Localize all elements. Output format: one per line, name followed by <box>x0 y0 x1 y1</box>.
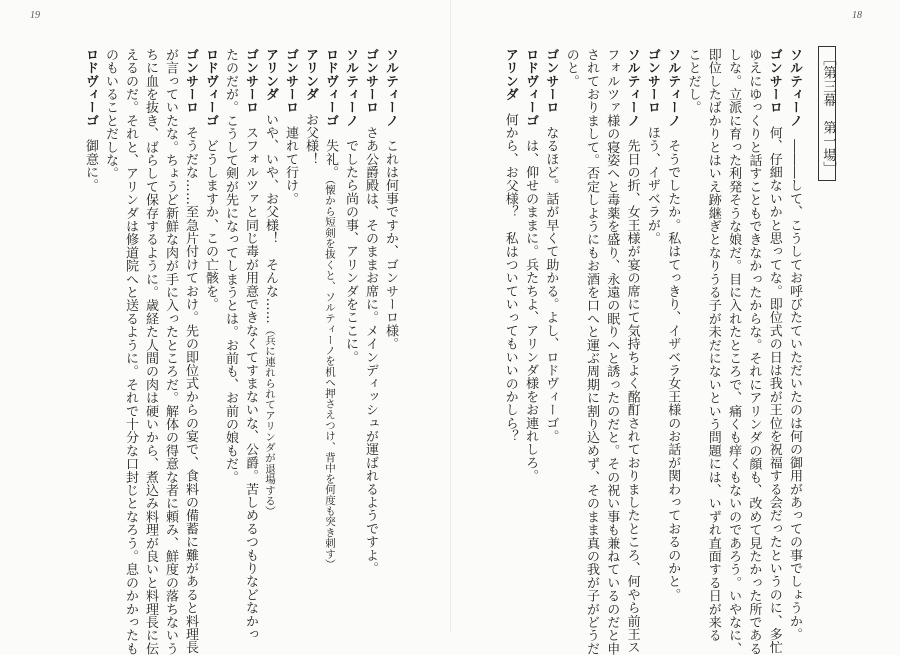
line-text: そうだな……至急片付けておけ。先の即位式からの宴で、食料の備蓄に難があると料理長 <box>183 126 198 654</box>
line-text: 何から、お父様？ 私はついていってもいいのかしら？ <box>502 112 518 443</box>
speaker-name: ソルティーノ <box>787 48 802 128</box>
line-text: のと。 <box>563 48 579 88</box>
dialogue-line <box>543 48 557 443</box>
line-text: ―――して、こうしてお呼びたていただいたのは何の御用があっての事でしょうか。 <box>787 139 802 641</box>
speaker-name: ゴンサーロ <box>543 48 559 114</box>
dialogue-line <box>686 48 700 114</box>
dialogue-line <box>746 48 760 655</box>
speaker-name: ロドヴィーゴ <box>83 48 98 128</box>
speaker-name: ゴンサーロ <box>243 48 258 114</box>
speaker-name: ソルティーノ <box>665 48 681 128</box>
dialogue-line <box>767 48 781 654</box>
dialogue-line <box>243 48 257 641</box>
dialogue-line <box>363 48 377 575</box>
speaker-name: ゴンサーロ <box>183 48 198 114</box>
speaker-name: アリンダ <box>502 48 518 101</box>
line-text: えるのだ。それと、アリンダは修道院へと送るように。それで十分な口封じとなろう。息のかかったも <box>123 48 138 655</box>
scene-heading: ［第三幕 第一場］ <box>818 46 836 181</box>
dialogue-line <box>263 48 277 517</box>
dialogue-line <box>584 48 598 655</box>
line-text: が言っていたな。ちょうど新鮮な肉が手に入ったところだ。解体の得意な者に頼み、鮮度の落ちないう <box>163 48 178 655</box>
dialogue-line <box>645 48 659 245</box>
dialogue-line <box>564 48 578 88</box>
line-text: 連れて行け。 <box>283 126 298 206</box>
speaker-name: ゴンサーロ <box>766 48 782 114</box>
speaker-name: ロドヴィーゴ <box>203 48 218 128</box>
speaker-name: ロドヴィーゴ <box>523 48 539 128</box>
line-text: 即位したばかりとはいえ跡継ぎとなりうる子が未だにないという問題には、いずれ直面する日が来る <box>705 48 721 642</box>
speaker-name: アリンダ <box>303 48 318 101</box>
line-text: 失礼。 <box>323 139 338 179</box>
dialogue-line <box>343 48 357 364</box>
dialogue-line <box>787 48 801 641</box>
line-text: いや、いや、お父様！ そんな…… <box>263 112 278 325</box>
line-text: ちに血を抜き、ばらして保存するように。歳経た人間の肉は硬いから、煮込み料理が良いと料理長に伝 <box>143 48 158 655</box>
dialogue-line <box>604 48 618 655</box>
spread-gutter <box>450 0 451 632</box>
dialogue-line <box>323 48 337 569</box>
speaker-name: アリンダ <box>263 48 278 101</box>
page-number-left: 19 <box>30 10 40 21</box>
line-text: は、仰せのままに。兵たちよ、アリンダ様をお連れしろ。 <box>523 139 539 483</box>
dialogue-line <box>163 48 177 655</box>
line-text: これは何事ですか、ゴンサーロ様。 <box>383 139 398 351</box>
speaker-name: ゴンサーロ <box>644 48 660 114</box>
dialogue-line <box>123 48 137 655</box>
line-text: ゆえにゆっくりと話すこともできなかったからな。それにアリンダの顔も、改めて見たかった所である <box>746 48 762 655</box>
line-text: されておりまして。否定しようにもお酒を口へと運ぶ周期に割り込めず、そのまま真の我が子がどうだ <box>584 48 599 655</box>
line-text: 先日の折、女王様が宴の席にて気持ちよく酩酊されておりましたところ、何やら前王ス <box>624 139 640 655</box>
dialogue-line <box>303 48 317 166</box>
speaker-name: ロドヴィーゴ <box>323 48 338 128</box>
speaker-name: ソルティーノ <box>383 48 398 128</box>
speaker-name: ゴンサーロ <box>363 48 378 114</box>
line-text: のもいることだしな。 <box>103 48 118 180</box>
line-text: 御意に。 <box>83 139 98 193</box>
line-text: たのだが。こうして剣が先になってしまうとは。お前も、お前の娘もだ。 <box>223 48 238 484</box>
line-text: フォルツァ様の寝姿へと毒薬を盛り、永遠の眠りへと誘ったのだと。その祝い事も兼ねているのだと申 <box>604 48 620 655</box>
dialogue-line <box>625 48 639 654</box>
speaker-name: ゴンサーロ <box>283 48 298 114</box>
dialogue-line <box>83 48 97 192</box>
dialogue-line <box>183 48 197 654</box>
line-text: なるほど。話が早くて助かる。よし、ロドヴィーゴ。 <box>543 126 559 443</box>
dialogue-line <box>143 48 157 655</box>
stage-direction: （兵に連れられてアリンダが退場する） <box>264 324 276 517</box>
line-text: お父様！ <box>303 112 318 166</box>
line-text: しな。立派に育った利発そうな娘だ。目に入れたところで、痛くも痒くもないのであろう。いやなに、 <box>726 48 742 655</box>
dialogue-line <box>706 48 720 642</box>
dialogue-line <box>223 48 237 484</box>
page-number-right: 18 <box>852 10 862 21</box>
speaker-name: ソルティーノ <box>624 48 640 128</box>
dialogue-line <box>383 48 397 350</box>
dialogue-line <box>726 48 740 655</box>
speaker-name: ソルティーノ <box>343 48 358 128</box>
line-text: さあ公爵殿は、そのままお席に。メインディッシュが運ばれるようですよ。 <box>363 126 378 575</box>
line-text: そうでしたか。私はてっきり、イザベラ女王様のお話が関わっておるのかと。 <box>665 139 681 602</box>
stage-direction: （懐から短剣を抜くと、ソルティーノを机へ押さえつけ、背中を何度も突き刺す） <box>324 178 336 570</box>
dialogue-line <box>283 48 297 205</box>
dialogue-line <box>523 48 537 482</box>
line-text: ほう、イザベラが。 <box>644 126 660 245</box>
line-text: でしたら尚の事、アリンダをここに。 <box>343 139 358 364</box>
dialogue-line <box>103 48 117 180</box>
dialogue-line <box>203 48 217 311</box>
line-text: 何、仔細ないかと思ってな。即位式の日は我が王位を祝福する会だったというのに、多忙 <box>766 126 782 654</box>
line-text: どうしますか、この亡骸を。 <box>203 139 218 311</box>
line-text: ことだし。 <box>685 48 701 114</box>
line-text: スフォルツァと同じ毒が用意できなくてすまないな、公爵。苦しめるつもりなどなかっ <box>243 126 258 641</box>
dialogue-line <box>503 48 517 443</box>
dialogue-line <box>665 48 679 601</box>
